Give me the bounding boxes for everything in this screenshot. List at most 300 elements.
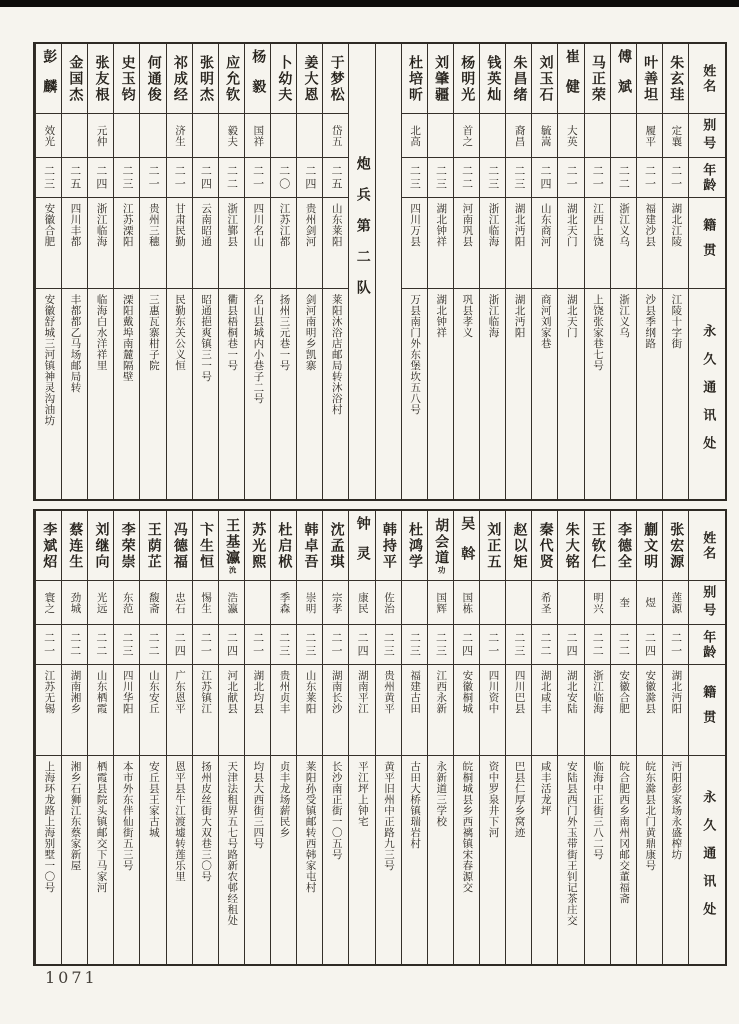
alias-cell-text: 惕生	[200, 591, 213, 614]
age-cell-text: 二三	[277, 631, 291, 658]
alias-cell	[454, 114, 479, 158]
name-cell-text: 秦代贤	[537, 521, 554, 570]
alias-cell	[428, 114, 453, 158]
age-cell-text: 二三	[42, 164, 56, 191]
alias-cell	[271, 114, 296, 158]
person-column	[557, 511, 583, 964]
person-column	[662, 44, 688, 499]
address-cell-text: 莱阳沐浴店邮局转沐浴村	[330, 294, 343, 415]
alias-cell	[506, 581, 531, 625]
age-cell	[402, 158, 427, 198]
name-cell	[611, 44, 636, 114]
native-place-cell-text: 湖北沔阳	[670, 670, 683, 714]
age-cell-text: 二二	[538, 631, 552, 658]
name-cell	[558, 511, 583, 581]
age-cell	[480, 158, 505, 198]
address-cell-text: 扬州三元巷一号	[278, 294, 291, 371]
name-cell-text: 卞生恒	[198, 521, 215, 570]
address-cell	[532, 289, 557, 499]
alias-cell	[323, 114, 348, 158]
address-cell-text: 贞丰龙场薪民乡	[278, 761, 291, 838]
header-age-label: 年龄	[700, 629, 716, 660]
native-place-cell-text: 贵州黄平	[382, 670, 395, 714]
alias-cell	[62, 114, 87, 158]
name-cell-text: 杜启栿	[276, 521, 293, 570]
native-place-cell-text: 湖北江陵	[670, 203, 683, 247]
name-cell-text: 蔡连生	[67, 521, 84, 570]
age-cell-text: 二〇	[277, 164, 291, 191]
age-cell	[323, 625, 348, 665]
native-place-cell	[62, 198, 87, 289]
age-cell	[297, 625, 322, 665]
native-place-cell-text: 四川万县	[409, 203, 422, 247]
native-place-cell	[506, 665, 531, 756]
address-cell	[558, 756, 583, 964]
age-cell	[637, 158, 662, 198]
age-cell-text: 二一	[486, 631, 500, 658]
address-cell	[558, 289, 583, 499]
native-place-cell	[428, 198, 453, 289]
native-place-cell-text: 甘肃民勤	[173, 203, 186, 247]
native-place-cell	[297, 198, 322, 289]
age-cell-text: 二一	[329, 631, 343, 658]
age-cell	[454, 158, 479, 198]
native-place-cell	[114, 665, 139, 756]
age-cell-text: 二三	[434, 631, 448, 658]
native-place-cell-text: 江西上饶	[591, 203, 604, 247]
name-cell-text: 吴斡	[459, 515, 476, 576]
age-cell	[193, 158, 218, 198]
age-cell	[663, 158, 688, 198]
native-place-cell	[140, 665, 165, 756]
address-cell-text: 皖东滁县北门黄鼎康号	[644, 761, 657, 871]
alias-cell	[558, 114, 583, 158]
address-cell	[271, 289, 296, 499]
header-age-label: 年龄	[700, 162, 716, 193]
age-cell	[611, 158, 636, 198]
address-cell	[245, 756, 270, 964]
alias-cell-text: 毅夫	[226, 124, 239, 147]
native-place-cell	[585, 665, 610, 756]
header-age	[689, 158, 725, 198]
native-place-cell-text: 河南巩县	[461, 203, 474, 247]
alias-cell-text: 济生	[173, 124, 186, 147]
section-divider-blank-column	[375, 44, 401, 499]
native-place-cell	[114, 198, 139, 289]
native-place-cell-text: 浙江临海	[487, 203, 500, 247]
native-place-cell	[376, 665, 401, 756]
native-place-cell	[637, 665, 662, 756]
person-column	[61, 511, 87, 964]
person-column	[35, 44, 61, 499]
native-place-cell	[167, 198, 192, 289]
name-cell	[62, 44, 87, 114]
age-cell-text: 二三	[512, 164, 526, 191]
alias-cell	[140, 114, 165, 158]
address-cell	[140, 289, 165, 499]
alias-cell	[480, 114, 505, 158]
native-place-cell-text: 湖北沔阳	[513, 203, 526, 247]
address-cell-text: 均县大西街三四号	[252, 761, 265, 849]
native-place-cell-text: 湖北天门	[565, 203, 578, 247]
alias-cell	[36, 581, 61, 625]
age-cell-text: 二一	[42, 631, 56, 658]
address-cell-text: 恩平县牛江渡墟转莲乐里	[173, 761, 186, 882]
alias-cell-text: 明兴	[591, 591, 604, 614]
person-column	[348, 511, 374, 964]
native-place-cell-text: 山东栖霞	[95, 670, 108, 714]
roster-table-bottom	[33, 509, 727, 966]
person-column	[479, 44, 505, 499]
age-cell-text: 二一	[565, 164, 579, 191]
native-place-cell	[323, 198, 348, 289]
header-native-label: 籍贯	[700, 218, 716, 268]
age-cell-text: 二一	[669, 164, 683, 191]
age-cell	[506, 158, 531, 198]
name-note: 沇	[228, 565, 238, 574]
scan-edge-top	[0, 0, 739, 7]
native-place-cell	[558, 665, 583, 756]
alias-cell-text: 寰之	[43, 591, 56, 614]
native-place-cell-text: 福建沙县	[644, 203, 657, 247]
address-cell	[532, 756, 557, 964]
native-place-cell-text: 福建古田	[409, 670, 422, 714]
address-cell-text: 昭通挹爽镇三一号	[200, 294, 213, 382]
age-cell-text: 二四	[173, 631, 187, 658]
name-cell-text: 祁成经	[171, 54, 188, 103]
name-cell	[637, 511, 662, 581]
name-cell-text: 赵以矩	[511, 521, 528, 570]
alias-cell	[245, 581, 270, 625]
name-cell	[245, 44, 270, 114]
name-cell	[376, 511, 401, 581]
name-cell	[663, 511, 688, 581]
address-cell	[62, 289, 87, 499]
address-cell	[376, 756, 401, 964]
native-place-cell-text: 江苏江都	[278, 203, 291, 247]
age-cell	[611, 625, 636, 665]
age-cell-text: 二五	[329, 164, 343, 191]
alias-cell	[611, 581, 636, 625]
age-cell	[428, 625, 453, 665]
header-address	[689, 756, 725, 964]
native-place-cell-text: 山东莱阳	[330, 203, 343, 247]
native-place-cell	[36, 198, 61, 289]
name-cell-text: 张友根	[93, 54, 110, 103]
alias-cell	[637, 114, 662, 158]
age-cell	[428, 158, 453, 198]
age-cell-text: 二四	[356, 631, 370, 658]
alias-cell-text: 煜	[644, 597, 657, 608]
person-column	[584, 511, 610, 964]
alias-cell	[402, 581, 427, 625]
person-column	[296, 44, 322, 499]
alias-cell-text: 季森	[278, 591, 291, 614]
alias-cell-text: 定襄	[670, 124, 683, 147]
native-place-cell	[323, 665, 348, 756]
age-cell	[558, 625, 583, 665]
age-cell-text: 二二	[617, 164, 631, 191]
person-column	[244, 44, 270, 499]
native-place-cell-text: 四川华阳	[121, 670, 134, 714]
person-column	[244, 511, 270, 964]
name-cell	[323, 44, 348, 114]
native-place-cell-text: 四川资中	[487, 670, 500, 714]
native-place-cell-text: 四川名山	[252, 203, 265, 247]
name-cell	[140, 44, 165, 114]
name-cell	[349, 511, 374, 581]
address-cell-text: 皖合肥西乡南州冈邮交董福斋	[618, 761, 631, 904]
address-cell-text: 民勤东关公义恒	[173, 294, 186, 371]
name-cell-text: 朱昌绪	[511, 54, 528, 103]
alias-cell-text: 忠石	[173, 591, 186, 614]
name-cell-text: 于梦松	[328, 54, 345, 103]
address-cell-text: 咸丰活龙坪	[539, 761, 552, 816]
name-cell-text: 朱玄珪	[668, 54, 685, 103]
name-cell-text: 刘肇疆	[433, 54, 450, 103]
address-cell	[245, 289, 270, 499]
address-cell-text: 平江坪上钟宅	[356, 761, 369, 827]
alias-cell-text: 毓嵩	[539, 124, 552, 147]
address-cell-text: 古田大桥镇瑞岩村	[409, 761, 422, 849]
name-cell	[663, 44, 688, 114]
native-place-cell	[663, 665, 688, 756]
person-column	[375, 511, 401, 964]
address-cell	[585, 289, 610, 499]
native-place-cell	[428, 665, 453, 756]
address-cell	[454, 756, 479, 964]
native-place-cell-text: 江西永新	[435, 670, 448, 714]
name-cell-text: 王荫芷	[145, 521, 162, 570]
address-cell	[402, 289, 427, 499]
native-place-cell	[454, 198, 479, 289]
age-cell	[167, 158, 192, 198]
name-cell-text: 彭麟	[41, 48, 58, 109]
address-cell	[480, 756, 505, 964]
native-place-cell	[297, 665, 322, 756]
age-cell	[219, 158, 244, 198]
age-cell	[402, 625, 427, 665]
name-cell-text: 韩卓吾	[302, 521, 319, 570]
age-cell	[193, 625, 218, 665]
name-cell-text: 何通俊	[145, 54, 162, 103]
address-cell-text: 万县南门外东堡坎五八号	[409, 294, 422, 415]
name-cell-text: 应允钦	[224, 54, 241, 103]
native-place-cell	[245, 198, 270, 289]
address-cell	[297, 756, 322, 964]
age-cell-text: 二五	[68, 164, 82, 191]
native-place-cell-text: 四川巴县	[513, 670, 526, 714]
name-cell	[506, 511, 531, 581]
native-place-cell-text: 安徽桐城	[461, 670, 474, 714]
name-cell-text: 崔健	[563, 48, 580, 109]
name-cell	[271, 44, 296, 114]
name-cell-text: 杜鸿学	[407, 521, 424, 570]
name-cell	[245, 511, 270, 581]
section-label: 炮兵第二队	[354, 156, 371, 311]
name-cell-text: 杨明光	[459, 54, 476, 103]
name-cell	[323, 511, 348, 581]
address-cell	[454, 289, 479, 499]
native-place-cell-text: 四川丰都	[69, 203, 82, 247]
name-cell-text: 刘继向	[93, 521, 110, 570]
address-cell	[611, 756, 636, 964]
alias-cell-text: 崇明	[304, 591, 317, 614]
address-cell	[637, 756, 662, 964]
age-cell-text: 二一	[173, 164, 187, 191]
address-cell-text: 商河刘家巷	[539, 294, 552, 349]
native-place-cell	[480, 665, 505, 756]
person-column	[139, 511, 165, 964]
name-cell	[454, 511, 479, 581]
alias-cell	[167, 581, 192, 625]
person-column	[401, 44, 427, 499]
address-cell	[480, 289, 505, 499]
person-column	[427, 44, 453, 499]
person-column	[61, 44, 87, 499]
native-place-cell-text: 安徽滁县	[644, 670, 657, 714]
age-cell	[140, 158, 165, 198]
address-cell	[297, 289, 322, 499]
age-cell	[62, 158, 87, 198]
name-cell	[297, 511, 322, 581]
native-place-cell-text: 湖北均县	[252, 670, 265, 714]
alias-cell	[585, 581, 610, 625]
age-cell	[62, 625, 87, 665]
age-cell-text: 二四	[538, 164, 552, 191]
name-cell-text: 刘玉石	[537, 54, 554, 103]
name-cell-text: 刘正五	[485, 521, 502, 570]
native-place-cell-text: 贵州贞丰	[278, 670, 291, 714]
address-cell	[402, 756, 427, 964]
name-cell	[114, 511, 139, 581]
alias-cell-text: 东范	[121, 591, 134, 614]
name-cell	[585, 44, 610, 114]
native-place-cell-text: 湖南长沙	[330, 670, 343, 714]
name-cell-text: 傅斌	[616, 48, 633, 109]
alias-cell-text: 北高	[409, 124, 422, 147]
name-cell-text: 张明杰	[198, 54, 215, 103]
native-place-cell-text: 湖北安陆	[565, 670, 578, 714]
roster-table-top	[33, 42, 727, 501]
alias-cell	[297, 114, 322, 158]
address-cell	[611, 289, 636, 499]
native-place-cell	[219, 198, 244, 289]
person-column	[453, 44, 479, 499]
header-column	[688, 511, 725, 964]
name-cell	[480, 511, 505, 581]
age-cell-text: 二三	[512, 631, 526, 658]
alias-cell	[140, 581, 165, 625]
address-cell-text: 莱阳孙受镇邮转西韩家屯村	[304, 761, 317, 893]
native-place-cell	[402, 198, 427, 289]
address-cell-text: 安徽舒城三河镇神灵沟油坊	[43, 294, 56, 426]
name-cell-text: 冯德福	[171, 521, 188, 570]
alias-cell	[88, 581, 113, 625]
age-cell-text: 二二	[460, 164, 474, 191]
address-cell	[140, 756, 165, 964]
header-name-label: 姓名	[700, 530, 716, 561]
address-cell-text: 沔阳彭家场永盛榨坊	[670, 761, 683, 860]
native-place-cell-text: 河北献县	[226, 670, 239, 714]
age-cell-text: 二一	[669, 631, 683, 658]
person-column	[139, 44, 165, 499]
age-cell	[532, 625, 557, 665]
person-column	[166, 511, 192, 964]
native-place-cell	[349, 665, 374, 756]
name-cell-text: 李德全	[616, 521, 633, 570]
age-cell-text: 二一	[147, 164, 161, 191]
person-column	[662, 511, 688, 964]
native-place-cell	[611, 198, 636, 289]
person-column	[584, 44, 610, 499]
alias-cell	[219, 581, 244, 625]
name-cell	[480, 44, 505, 114]
alias-cell	[323, 581, 348, 625]
name-cell-text: 马正荣	[589, 54, 606, 103]
name-cell-text: 李斌炤	[41, 521, 58, 570]
name-cell	[637, 44, 662, 114]
name-cell-text: 李荣崇	[119, 521, 136, 570]
person-column	[192, 44, 218, 499]
name-cell	[36, 511, 61, 581]
native-place-cell	[140, 198, 165, 289]
person-column	[636, 44, 662, 499]
header-native	[689, 198, 725, 289]
address-cell-text: 沙县季纲路	[644, 294, 657, 349]
address-cell-text: 湖北沔阳	[513, 294, 526, 338]
age-cell	[297, 158, 322, 198]
native-place-cell-text: 湖南平江	[356, 670, 369, 714]
address-cell-text: 资中罗泉井下河	[487, 761, 500, 838]
person-column	[479, 511, 505, 964]
person-column	[87, 511, 113, 964]
address-cell-text: 临海白水洋祥里	[95, 294, 108, 371]
alias-cell	[428, 581, 453, 625]
age-cell	[506, 625, 531, 665]
address-cell	[323, 756, 348, 964]
native-place-cell	[88, 198, 113, 289]
age-cell	[585, 625, 610, 665]
age-cell	[480, 625, 505, 665]
native-place-cell	[88, 665, 113, 756]
age-cell	[36, 625, 61, 665]
person-column	[192, 511, 218, 964]
name-cell-text: 卜幼夫	[276, 54, 293, 103]
age-cell	[454, 625, 479, 665]
alias-cell	[193, 581, 218, 625]
name-cell-text: 王钦仁	[589, 521, 606, 570]
address-cell-text: 长沙南正街一〇五号	[330, 761, 343, 860]
person-column	[218, 511, 244, 964]
name-cell	[506, 44, 531, 114]
alias-cell-text: 裔昌	[513, 124, 526, 147]
native-place-cell-text: 湖北咸丰	[539, 670, 552, 714]
name-cell	[532, 511, 557, 581]
person-column	[87, 44, 113, 499]
alias-cell-text: 光远	[95, 591, 108, 614]
native-place-cell	[585, 198, 610, 289]
address-cell-text: 安陆县西门外玉带街王钊记茶庄交	[565, 761, 578, 926]
native-place-cell-text: 浙江临海	[591, 670, 604, 714]
person-column	[296, 511, 322, 964]
person-column	[113, 511, 139, 964]
name-cell-text: 朱大铭	[563, 521, 580, 570]
native-place-cell	[532, 198, 557, 289]
age-cell-text: 二二	[617, 631, 631, 658]
address-cell	[167, 756, 192, 964]
person-column	[218, 44, 244, 499]
